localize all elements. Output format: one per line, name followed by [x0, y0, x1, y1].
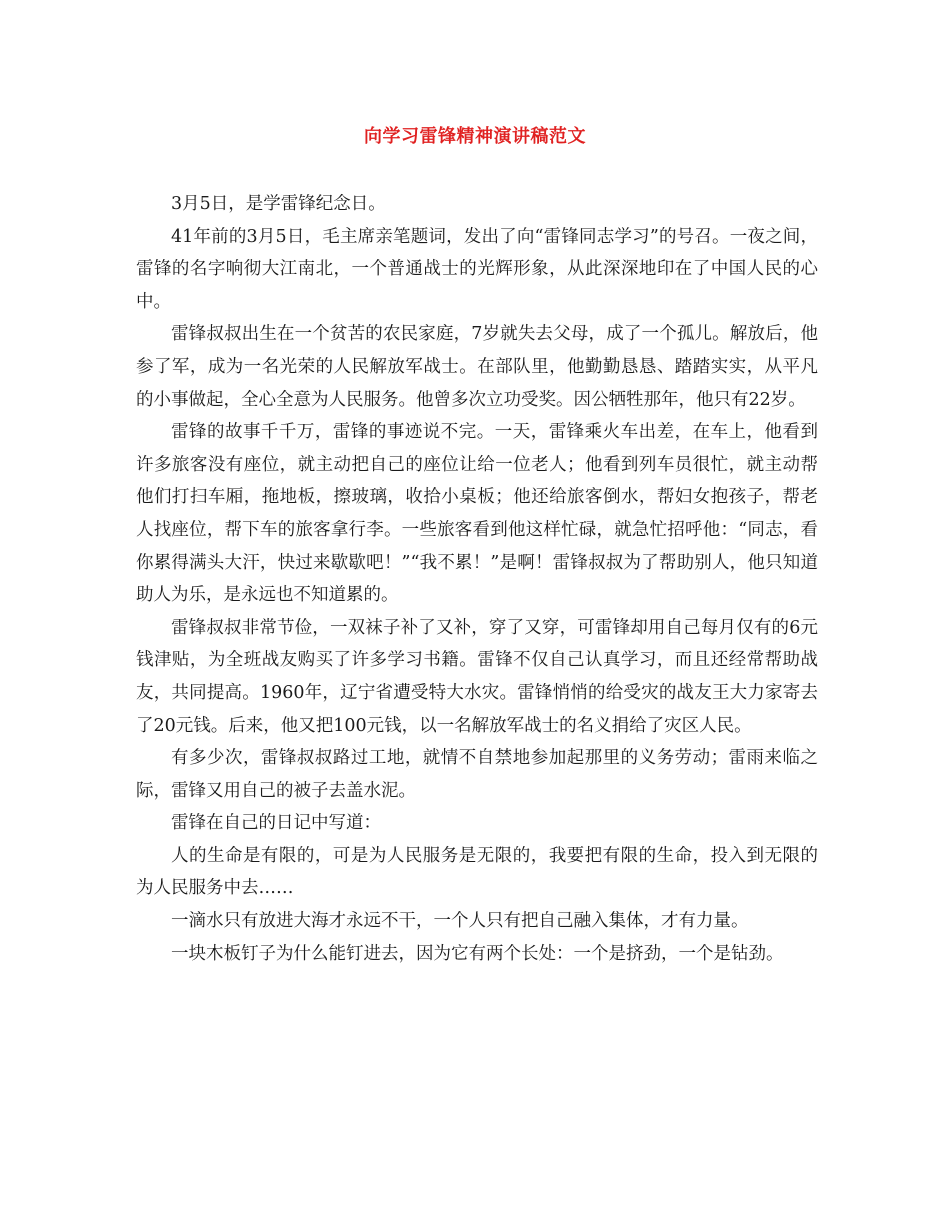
paragraph-1: 3月5日，是学雷锋纪念日。 — [171, 194, 386, 214]
document-body — [136, 188, 818, 970]
paragraph-8: 人的生命是有限的，可是为人民服务是无限的，我要把有限的生命，投入到无限的为人民服务中去…… — [136, 845, 818, 899]
paragraph-10: 一块木板钉子为什么能钉进去，因为它有两个长处：一个是挤劲，一个是钻劲。 — [171, 943, 784, 964]
paragraph-9: 一滴水只有放进大海才永远不干，一个人只有把自己融入集体，才有力量。 — [171, 911, 749, 932]
paragraph-4: 雷锋的故事千千万，雷锋的事迹说不完。一天，雷锋乘火车出差，在车上，他看到许多旅客没有座位，就主动把自己的座位让给一位老人；他看到列车员很忙，就主动帮他们打扫车厢，拖地板，擦玻璃，收拾小桌板；他还给旅客倒水，帮妇女抱孩子，帮老人找座位，帮下车的旅客拿行李。一些旅客看到他这样忙碌，就急忙招呼他：“同志，看你累得满头大汗，快过来歇歇吧！”“我不累！”是啊！雷锋叔叔为了帮助别人，他只知道助人为乐，是永远也不知道累的。 — [136, 422, 818, 606]
paragraph-3: 雷锋叔叔出生在一个贫苦的农民家庭，7岁就失去父母，成了一个孤儿。解放后，他参了军，成为一名光荣的人民解放军战士。在部队里，他勤勤恳恳、踏踏实实，从平凡的小事做起，全心全意为人民服务。他曾多次立功受奖。因公牺牲那年，他只有22岁。 — [136, 324, 818, 410]
paragraph-2: 41年前的3月5日，毛主席亲笔题词，发出了向“雷锋同志学习”的号召。一夜之间，雷锋的名字响彻大江南北，一个普通战士的光辉形象，从此深深地印在了中国人民的心中。 — [136, 226, 818, 312]
paragraph-5: 雷锋叔叔非常节俭，一双袜子补了又补，穿了又穿，可雷锋却用自己每月仅有的6元钱津贴，为全班战友购买了许多学习书籍。雷锋不仅自己认真学习，而且还经常帮助战友，共同提高。1960年，辽宁省遭受特大水灾。雷锋悄悄的给受灾的战友王大力家寄去了20元钱。后来，他又把100元钱，以一名解放军战士的名义捐给了灾区人民。 — [136, 617, 818, 736]
paragraph-6: 有多少次，雷锋叔叔路过工地，就情不自禁地参加起那里的义务劳动；雷雨来临之际，雷锋又用自己的被子去盖水泥。 — [136, 748, 818, 801]
document-title: 向学习雷锋精神演讲稿范文 — [364, 126, 586, 147]
paragraph-7: 雷锋在自己的日记中写道： — [171, 813, 381, 834]
